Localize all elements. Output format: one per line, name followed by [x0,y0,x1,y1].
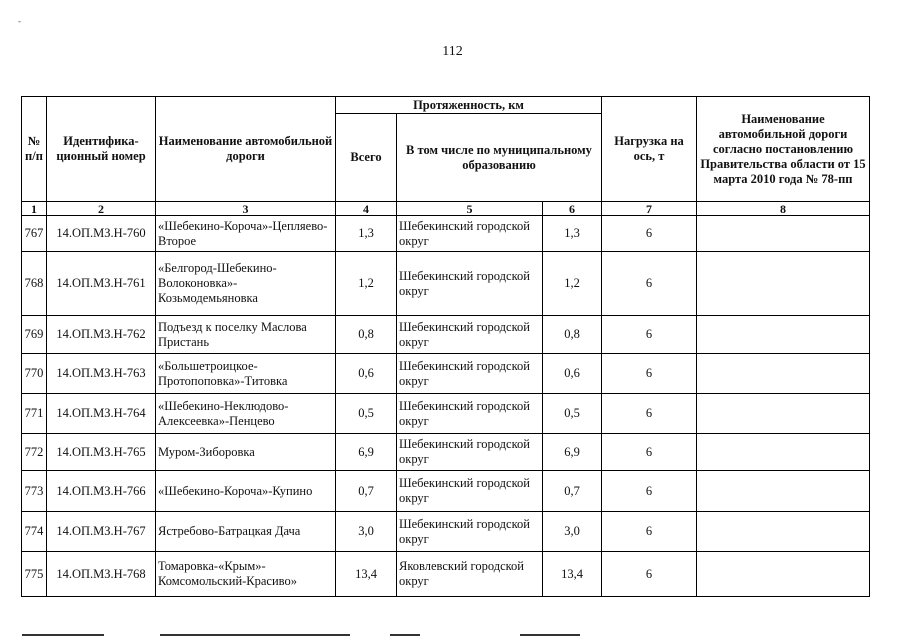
municipality: Шебекинский городской округ [397,252,543,316]
length-total: 0,8 [336,316,397,354]
decree-name [697,316,870,354]
table-row [22,512,870,552]
axle-load: 6 [602,552,697,597]
road-id: 14.ОП.МЗ.Н-764 [47,394,156,434]
row-number: 769 [22,316,47,354]
municipality: Шебекинский городской округ [397,316,543,354]
axle-load: 6 [602,512,697,552]
row-number: 773 [22,471,47,512]
road-name: «Шебекино-Неклюдово-Алексеевка»-Пенцево [156,394,336,434]
length-municipal: 0,5 [543,394,602,434]
municipality: Шебекинский городской округ [397,471,543,512]
road-name: Подъезд к поселку Маслова Пристань [156,316,336,354]
axle-load: 6 [602,394,697,434]
municipality: Шебекинский городской округ [397,354,543,394]
table-row [22,252,870,316]
length-municipal: 0,6 [543,354,602,394]
length-municipal: 6,9 [543,434,602,471]
row-number: 774 [22,512,47,552]
length-total: 0,7 [336,471,397,512]
row-number: 772 [22,434,47,471]
header-axle-load: Нагрузка на ось, т [602,97,697,202]
axle-load: 6 [602,216,697,252]
header-municipal: В том числе по муниципальному образованию [397,114,602,202]
column-number: 6 [543,202,602,216]
decree-name [697,394,870,434]
table-row [22,552,870,597]
table-row [22,354,870,394]
length-municipal: 0,8 [543,316,602,354]
row-number: 771 [22,394,47,434]
header-length-group: Протяженность, км [336,97,602,114]
road-id: 14.ОП.МЗ.Н-766 [47,471,156,512]
municipality: Яковлевский городской округ [397,552,543,597]
table-row [22,394,870,434]
table-row [22,471,870,512]
axle-load: 6 [602,471,697,512]
column-number: 8 [697,202,870,216]
column-number: 4 [336,202,397,216]
column-number: 3 [156,202,336,216]
bottom-border-marks [0,634,905,636]
column-number: 7 [602,202,697,216]
road-id: 14.ОП.МЗ.Н-765 [47,434,156,471]
road-id: 14.ОП.МЗ.Н-760 [47,216,156,252]
length-total: 0,5 [336,394,397,434]
road-id: 14.ОП.МЗ.Н-762 [47,316,156,354]
row-number: 767 [22,216,47,252]
length-total: 1,3 [336,216,397,252]
header-row-top [22,97,870,114]
table-row [22,216,870,252]
header-num: № п/п [22,97,47,202]
decree-name [697,434,870,471]
length-municipal: 1,2 [543,252,602,316]
decree-name [697,216,870,252]
header-decree-name: Наименование автомобильной дороги согласно постановлению Правительства области от 15 марта 2010 года № 78-пп [697,97,870,202]
decree-name [697,552,870,597]
municipality: Шебекинский городской округ [397,434,543,471]
road-name: «Шебекино-Короча»-Купино [156,471,336,512]
length-total: 6,9 [336,434,397,471]
road-name: Томаровка-«Крым»-Комсомольский-Красиво» [156,552,336,597]
length-total: 3,0 [336,512,397,552]
length-total: 1,2 [336,252,397,316]
column-number: 1 [22,202,47,216]
column-number: 2 [47,202,156,216]
decree-name [697,471,870,512]
decree-name [697,354,870,394]
scan-mark: - [18,16,21,26]
decree-name [697,252,870,316]
axle-load: 6 [602,434,697,471]
municipality: Шебекинский городской округ [397,394,543,434]
axle-load: 6 [602,252,697,316]
length-municipal: 3,0 [543,512,602,552]
row-number: 768 [22,252,47,316]
length-municipal: 0,7 [543,471,602,512]
page-number: 112 [442,44,463,59]
length-municipal: 1,3 [543,216,602,252]
header-name: Наименование автомобильной дороги [156,97,336,202]
roads-table [21,96,870,597]
axle-load: 6 [602,316,697,354]
municipality: Шебекинский городской округ [397,216,543,252]
road-id: 14.ОП.МЗ.Н-763 [47,354,156,394]
municipality: Шебекинский городской округ [397,512,543,552]
road-name: «Большетроицкое-Протопоповка»-Титовка [156,354,336,394]
road-name: Муром-Зиборовка [156,434,336,471]
header-total: Всего [336,114,397,202]
column-number: 5 [397,202,543,216]
row-number: 775 [22,552,47,597]
length-total: 13,4 [336,552,397,597]
table-row [22,316,870,354]
road-name: Ястребово-Батрацкая Дача [156,512,336,552]
road-id: 14.ОП.МЗ.Н-767 [47,512,156,552]
length-total: 0,6 [336,354,397,394]
decree-name [697,512,870,552]
road-name: «Шебекино-Короча»-Цепляево-Второе [156,216,336,252]
header-ident: Идентифика-ционный номер [47,97,156,202]
table-body [22,216,870,597]
road-name: «Белгород-Шебекино-Волоконовка»-Козьмодемьяновка [156,252,336,316]
column-number-row [22,202,870,216]
axle-load: 6 [602,354,697,394]
length-municipal: 13,4 [543,552,602,597]
row-number: 770 [22,354,47,394]
table-row [22,434,870,471]
road-id: 14.ОП.МЗ.Н-768 [47,552,156,597]
road-id: 14.ОП.МЗ.Н-761 [47,252,156,316]
